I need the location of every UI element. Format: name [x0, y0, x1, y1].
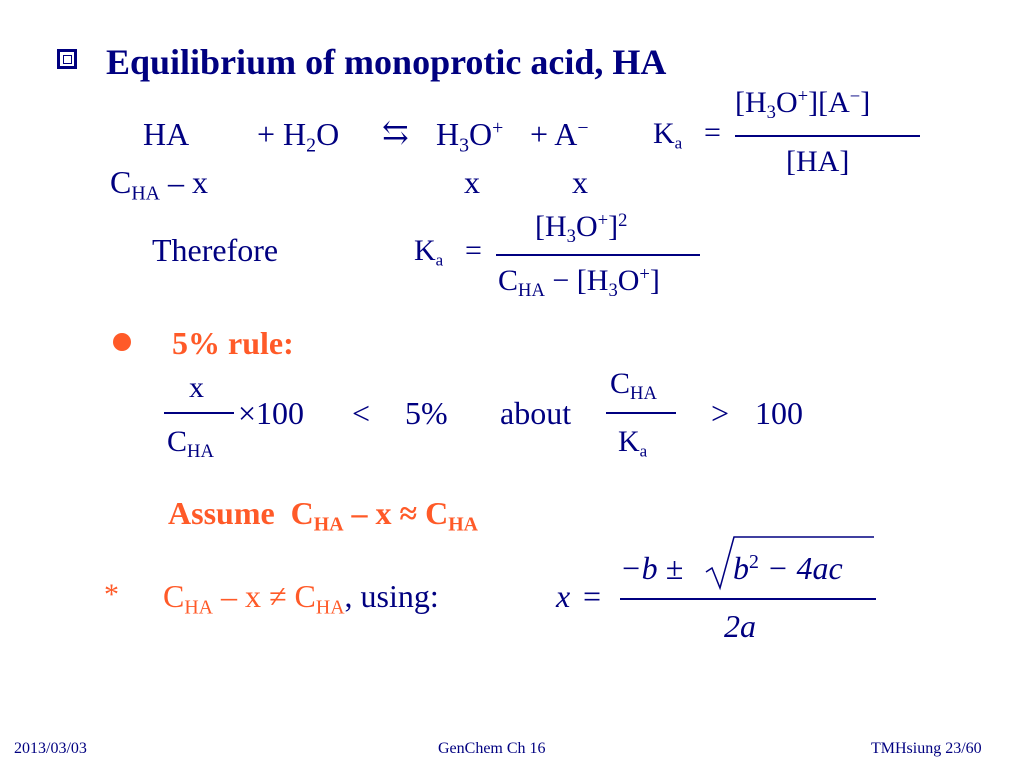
- reaction-h2o: + $H_2O$: [257, 116, 340, 157]
- therefore-equals: =: [465, 234, 482, 267]
- therefore-fraction-bar: [496, 254, 700, 256]
- conc-x-h3o: x: [464, 164, 480, 200]
- rule-5-percent: 5%: [405, 395, 448, 431]
- quadratic-condition: $C_{HA} - x \ne C_{HA}$, using:: [163, 578, 439, 619]
- rule-frac-numerator: x: [189, 371, 204, 404]
- rule-about: about: [500, 395, 572, 431]
- quadratic-equals: =: [583, 578, 602, 614]
- rule-frac2-bar: [606, 412, 676, 414]
- rule-frac-bar: [164, 412, 234, 414]
- reaction-h3o: $H_3O^+$: [436, 116, 504, 157]
- slide-title: Equilibrium of monoprotic acid, HA: [106, 42, 667, 82]
- therefore-ka-symbol: $K_a$: [414, 234, 444, 270]
- quadratic-fraction-bar: [620, 598, 876, 600]
- rule-frac2-denominator: $K_a$: [618, 425, 648, 461]
- rule-less-than: <: [352, 395, 371, 431]
- ka-symbol: $K_a$: [653, 117, 683, 153]
- footer-page: TMHsiung 23/60: [871, 740, 982, 757]
- quadratic-radicand: $b^2 - 4ac$: [733, 550, 843, 586]
- therefore-numerator: $[H_3O^+]^2$: [535, 209, 628, 247]
- title-checkbox-icon: [57, 49, 77, 69]
- rule-heading: 5% rule:: [172, 325, 294, 361]
- rule-greater-than: >: [711, 395, 730, 431]
- equilibrium-arrow-icon: ⇆: [382, 114, 409, 150]
- assume-line: Assume $C_{HA} - x \approx C_{HA}$: [168, 495, 478, 536]
- star-bullet: *: [104, 578, 119, 611]
- rule-frac-denominator: $C_{HA}$: [167, 425, 214, 462]
- conc-cha-minus-x: $C_{HA}$ – x: [110, 164, 208, 205]
- ka-denominator: [HA]: [786, 145, 850, 178]
- footer-course: GenChem Ch 16: [438, 740, 546, 757]
- rule-frac2-numerator: $C_{HA}$: [610, 367, 657, 404]
- quadratic-x: x: [556, 578, 571, 614]
- footer-date: 2013/03/03: [14, 740, 87, 757]
- ka-numerator: $[H_3O^+][A^-]$: [735, 85, 871, 123]
- quadratic-denominator: 2a: [724, 608, 756, 644]
- ka-fraction-bar: [735, 135, 920, 137]
- therefore-denominator: $C_{HA} - [H_3O^+]$: [498, 263, 660, 301]
- conc-x-a: x: [572, 164, 588, 200]
- reaction-ha: HA: [143, 116, 190, 152]
- therefore-label: Therefore: [152, 232, 279, 268]
- quadratic-numerator-pre: −b ±: [620, 550, 684, 586]
- reaction-a-minus: + A−: [530, 116, 589, 152]
- ka-equals: =: [704, 116, 721, 149]
- rule-100: 100: [755, 395, 803, 431]
- bullet-dot-icon: [113, 333, 131, 351]
- rule-times-100: ×100: [238, 395, 305, 431]
